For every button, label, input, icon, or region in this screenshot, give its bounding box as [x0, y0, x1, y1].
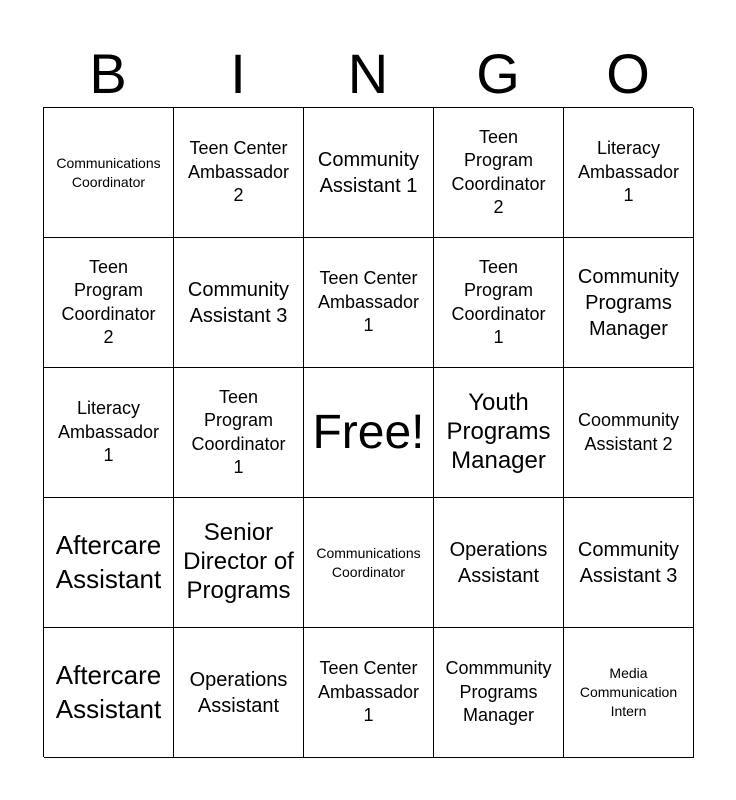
- bingo-cell: [174, 628, 304, 758]
- bingo-cell: [44, 238, 174, 368]
- bingo-header: [43, 40, 693, 108]
- bingo-cell: [564, 628, 694, 758]
- bingo-cell: [564, 238, 694, 368]
- cell-text: Teen Program Coordinator 1: [191, 386, 286, 477]
- free-space-cell: [304, 368, 434, 498]
- cell-text: Teen Center Ambassador 1: [317, 268, 420, 336]
- bingo-cell: [304, 108, 434, 238]
- cell-text: Coommunity Assistant 2: [577, 410, 680, 454]
- cell-text: Community Programs Manager: [577, 265, 680, 340]
- cell-text: Youth Programs Manager: [446, 389, 551, 474]
- bingo-cell: [174, 238, 304, 368]
- header-letter-i: I: [230, 42, 246, 105]
- bingo-cell: [434, 498, 564, 628]
- cell-text: Literacy Ambassador 1: [577, 138, 680, 206]
- cell-text: Community Assistant 3: [577, 538, 680, 587]
- bingo-board: [43, 107, 693, 757]
- cell-text: Operations Assistant: [449, 538, 548, 587]
- bingo-cell: [564, 368, 694, 498]
- cell-text: Teen Center Ambassador 2: [187, 138, 290, 206]
- cell-text: Community Assistant 1: [317, 148, 420, 197]
- bingo-cell: [434, 628, 564, 758]
- bingo-cell: [44, 108, 174, 238]
- bingo-cell: [174, 108, 304, 238]
- cell-text: Commmunity Programs Manager: [445, 658, 552, 726]
- bingo-cell: [44, 368, 174, 498]
- cell-text: Communications Coordinator: [316, 544, 421, 580]
- header-letter-g: G: [476, 42, 520, 105]
- cell-text: Teen Program Coordinator 2: [451, 126, 546, 217]
- cell-text: Communications Coordinator: [56, 154, 161, 190]
- free-space-text: Free!: [312, 405, 425, 459]
- bingo-cell: [434, 238, 564, 368]
- bingo-cell: [564, 108, 694, 238]
- cell-text: Teen Program Coordinator 2: [61, 256, 156, 347]
- bingo-cell: [174, 368, 304, 498]
- header-letter-n: N: [347, 42, 389, 105]
- header-letter-o: O: [606, 42, 650, 105]
- bingo-cell: [564, 498, 694, 628]
- bingo-cell: [44, 628, 174, 758]
- cell-text: Teen Program Coordinator 1: [451, 256, 546, 347]
- bingo-cell: [304, 238, 434, 368]
- cell-text: Literacy Ambassador 1: [57, 398, 160, 466]
- header-letter-b: B: [89, 42, 127, 105]
- bingo-cell: [44, 498, 174, 628]
- cell-text: Teen Center Ambassador 1: [317, 658, 420, 726]
- cell-text: Aftercare Assistant: [55, 659, 162, 724]
- cell-text: Media Communication Intern: [579, 665, 678, 719]
- bingo-cell: [304, 628, 434, 758]
- cell-text: Community Assistant 3: [187, 278, 290, 327]
- bingo-cell: [174, 498, 304, 628]
- cell-text: Operations Assistant: [189, 668, 288, 717]
- bingo-cell: [434, 368, 564, 498]
- cell-text: Senior Director of Programs: [183, 519, 294, 604]
- bingo-cell: [434, 108, 564, 238]
- cell-text: Aftercare Assistant: [55, 529, 162, 594]
- bingo-cell: [304, 498, 434, 628]
